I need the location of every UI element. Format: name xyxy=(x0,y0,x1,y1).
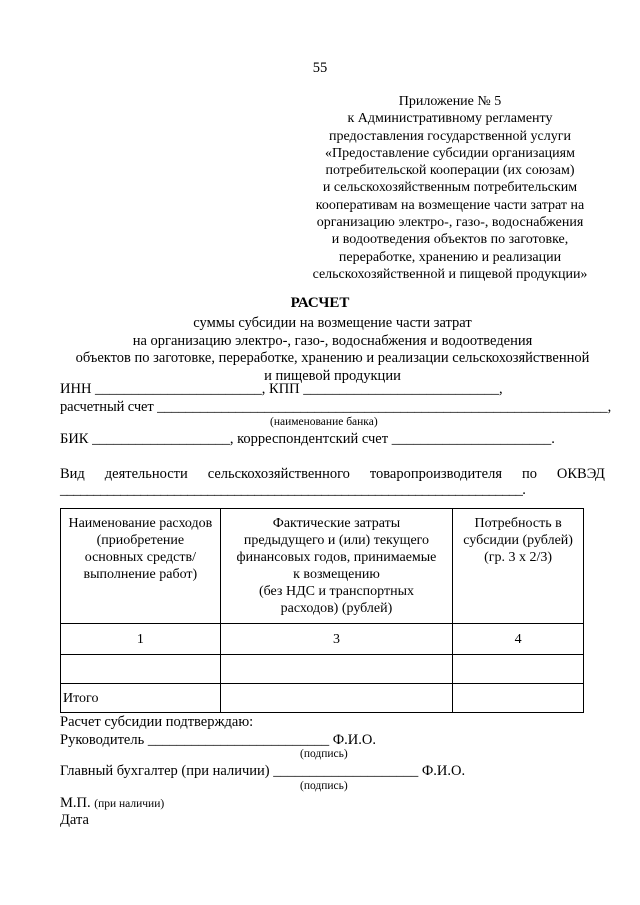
stamp-note: (при наличии) xyxy=(94,798,165,810)
head-signature-caption: (подпись) xyxy=(300,748,348,760)
column-number: 1 xyxy=(61,624,221,655)
okved-word: Вид xyxy=(60,466,85,482)
bik-field[interactable]: БИК ___________________, корреспондентский счет ______________________. xyxy=(60,431,555,447)
page-number: 55 xyxy=(312,60,328,76)
column-number: 3 xyxy=(220,624,452,655)
total-row xyxy=(61,684,584,713)
appendix-line: «Предоставление субсидии организациям xyxy=(325,145,575,161)
header-expense-name: Наименование расходов (приобретение основных средств/ выполнение работ) xyxy=(61,509,221,624)
okved-field[interactable]: _____________________________________________________________________. xyxy=(60,482,526,498)
column-number-row xyxy=(61,624,584,655)
header-actual-costs: Фактические затраты предыдущего и (или) текущего финансовых годов, принимаемые к возмещению (без НДС и транспортных расходов) (рублей) xyxy=(220,509,452,624)
table-row xyxy=(61,655,584,684)
appendix-line: к Административному регламенту xyxy=(347,111,553,127)
table-header-row xyxy=(61,509,584,624)
okved-word: ОКВЭД xyxy=(556,466,605,482)
okved-word: деятельности xyxy=(104,466,188,482)
calculation-table xyxy=(60,508,584,713)
okved-label xyxy=(60,466,605,483)
stamp-label xyxy=(60,795,164,812)
stamp-text: М.П. xyxy=(60,795,91,811)
total-label: Итого xyxy=(61,684,221,713)
appendix-header xyxy=(290,93,610,283)
accountant-signature-field[interactable]: Главный бухгалтер (при наличии) ____________________ Ф.И.О. xyxy=(60,763,466,779)
header-subsidy-need: Потребность в субсидии (рублей) (гр. 3 х 2/3) xyxy=(453,509,584,624)
date-label: Дата xyxy=(60,812,89,828)
confirm-text: Расчет субсидии подтверждаю: xyxy=(60,714,254,730)
appendix-line: и водоотведения объектов по заготовке, xyxy=(331,232,569,248)
okved-word: по xyxy=(521,466,537,482)
okved-word: товаропроизводителя xyxy=(369,466,502,482)
table-cell[interactable] xyxy=(61,655,221,684)
total-cell[interactable] xyxy=(220,684,452,713)
accountant-signature-caption: (подпись) xyxy=(300,780,348,792)
table-cell[interactable] xyxy=(220,655,452,684)
appendix-line: переработке, хранению и реализации xyxy=(338,249,562,265)
account-field[interactable]: расчетный счет _______________________________________________________________, xyxy=(60,399,612,415)
appendix-line: кооперативам на возмещение части затрат на xyxy=(315,197,585,213)
document-title: РАСЧЕТ xyxy=(290,295,350,311)
bank-caption: (наименование банка) xyxy=(270,416,378,428)
okved-word: сельскохозяйственного xyxy=(207,466,350,482)
subtitle-line: объектов по заготовке, переработке, хранению и реализации сельскохозяйственной xyxy=(75,350,590,366)
head-signature-field[interactable]: Руководитель _________________________ Ф.И.О. xyxy=(60,732,376,748)
subtitle-line: суммы субсидии на возмещение части затрат xyxy=(193,315,472,331)
appendix-line: сельскохозяйственной и пищевой продукции» xyxy=(312,266,588,282)
total-cell[interactable] xyxy=(453,684,584,713)
column-number: 4 xyxy=(453,624,584,655)
appendix-line: потребительской кооперации (их союзам) xyxy=(325,163,575,179)
document-subtitle xyxy=(60,315,605,385)
appendix-line: предоставления государственной услуги xyxy=(329,128,571,144)
appendix-line: и сельскохозяйственным потребительским xyxy=(322,180,578,196)
inn-kpp-field[interactable]: ИНН _______________________, КПП ___________________________, xyxy=(60,381,503,397)
appendix-line: организацию электро-, газо-, водоснабжения xyxy=(316,215,584,231)
appendix-line: Приложение № 5 xyxy=(398,94,502,109)
table-cell[interactable] xyxy=(453,655,584,684)
subtitle-line: на организацию электро-, газо-, водоснабжения и водоотведения xyxy=(132,332,533,349)
subtitle-line: и пищевой продукции xyxy=(264,367,401,384)
